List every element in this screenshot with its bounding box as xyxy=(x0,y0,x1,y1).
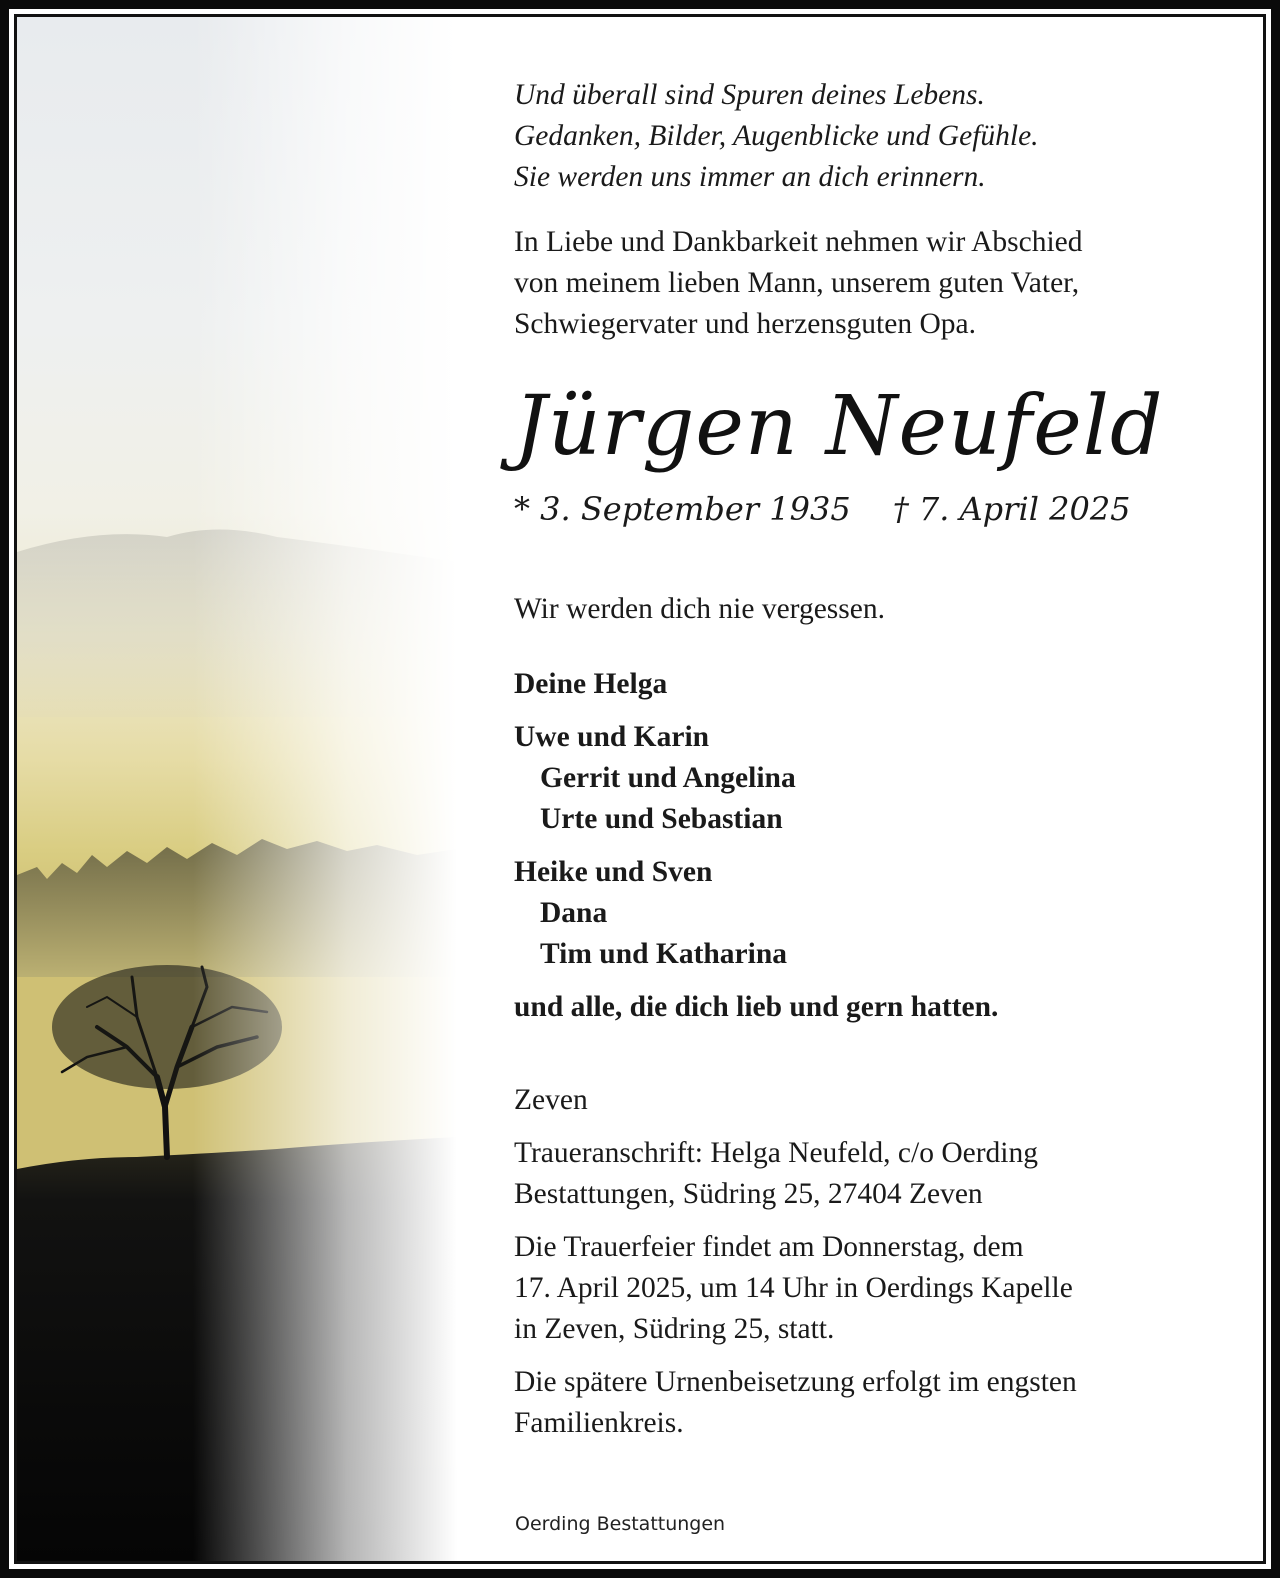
mourning-address xyxy=(514,1133,1234,1215)
mourner-head: Uwe und Karin xyxy=(514,721,710,753)
notice-card xyxy=(9,9,1271,1569)
city: Zeven xyxy=(514,1084,588,1116)
memorial-verse xyxy=(514,75,1234,198)
deceased-name: Jürgen Neufeld xyxy=(514,379,1164,474)
landscape-photo xyxy=(17,17,457,1561)
service-info xyxy=(514,1080,1234,1444)
verse-line: Und überall sind Spuren deines Lebens. xyxy=(514,79,985,111)
death-date: † 7. April 2025 xyxy=(892,490,1131,528)
address-line: Traueranschrift: Helga Neufeld, c/o Oerding xyxy=(514,1137,1038,1169)
intro-text xyxy=(514,222,1234,345)
mourner-child: Dana xyxy=(540,897,608,929)
burial-line: Familienkreis. xyxy=(514,1407,684,1439)
intro-line: Schwiegervater und herzensguten Opa. xyxy=(514,308,976,340)
notice-text xyxy=(514,75,1234,1444)
intro-line: von meinem lieben Mann, unserem guten Vater, xyxy=(514,267,1080,299)
burial-line: Die spätere Urnenbeisetzung erfolgt im engsten xyxy=(514,1366,1077,1398)
farewell-line: Wir werden dich nie vergessen. xyxy=(514,593,885,625)
ceremony-info xyxy=(514,1227,1234,1350)
mourner-child: Urte und Sebastian xyxy=(540,803,783,835)
verse-line: Sie werden uns immer an dich erinnern. xyxy=(514,161,986,193)
address-line: Bestattungen, Südring 25, 27404 Zeven xyxy=(514,1178,983,1210)
mourner-child: Tim und Katharina xyxy=(540,938,788,970)
ceremony-line: 17. April 2025, um 14 Uhr in Oerdings Kapelle xyxy=(514,1272,1073,1304)
life-dates xyxy=(514,489,1234,529)
mourner-group xyxy=(514,852,1234,975)
mourners-list xyxy=(514,664,1234,1028)
birth-date: * 3. September 1935 xyxy=(514,490,851,528)
burial-info xyxy=(514,1362,1234,1444)
photo-white-fade xyxy=(17,17,457,1561)
ceremony-line: Die Trauerfeier findet am Donnerstag, dem xyxy=(514,1231,1024,1263)
ceremony-line: in Zeven, Südring 25, statt. xyxy=(514,1313,835,1345)
mourner-head: Heike und Sven xyxy=(514,856,713,888)
verse-line: Gedanken, Bilder, Augenblicke und Gefühle. xyxy=(514,120,1039,152)
undertaker-credit: Oerding Bestattungen xyxy=(515,1513,726,1535)
intro-line: In Liebe und Dankbarkeit nehmen wir Abschied xyxy=(514,226,1083,258)
mourner-child: Gerrit und Angelina xyxy=(540,762,796,794)
mourner-group xyxy=(514,717,1234,840)
mourners-closing: und alle, die dich lieb und gern hatten. xyxy=(514,991,999,1023)
mourner-spouse: Deine Helga xyxy=(514,668,668,700)
